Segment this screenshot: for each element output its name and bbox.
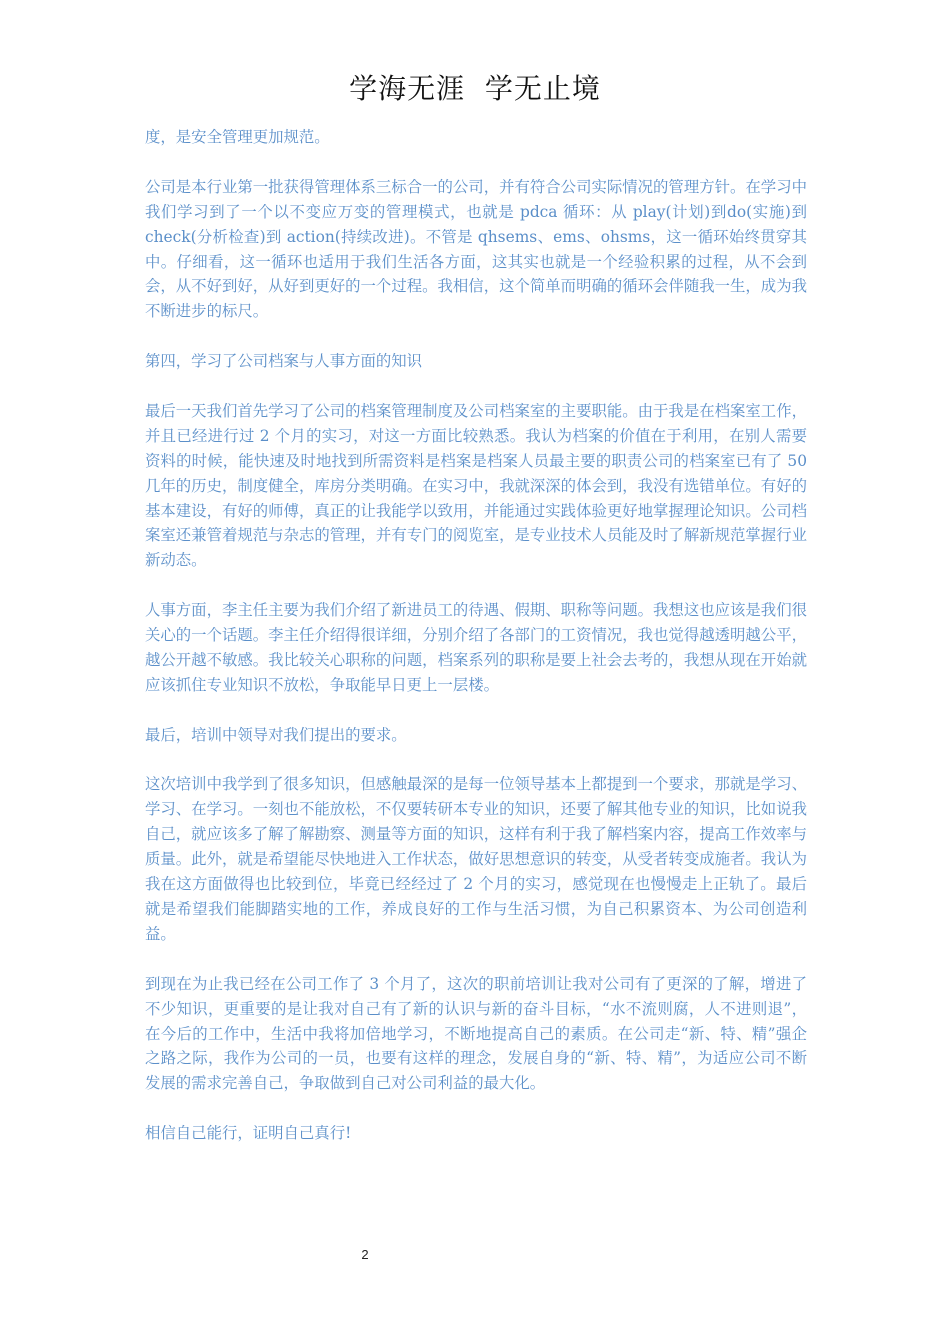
paragraph: 这次培训中我学到了很多知识，但感触最深的是每一位领导基本上都提到一个要求，那就是学习、学习、在学习。一刻也不能放松，不仅要转研本专业的知识，还要了解其他专业的知识，比如说我自己，就应该多了解了解勘察、测量等方面的知识，这样有利于我了解档案内容，提高工作效率与质量。此外，就是希望能尽快地进入工作状态，做好思想意识的转变，从受者转变成施者。我认为我在这方面做得也比较到位，毕竟已经经过了 2 个月的实习，感觉现在也慢慢走上正轨了。最后就是希望我们能脚踏实地的工作，养成良好的工作与生活习惯，为自己积累资本、为公司创造利益。 [145, 775, 807, 943]
paragraph: 公司是本行业第一批获得管理体系三标合一的公司，并有符合公司实际情况的管理方针。在学习中我们学习到了一个以不变应万变的管理模式，也就是 pdca 循环：从 play(计划)到do(实施)到 check(分析检查)到 action(持续改进)。不管是 qhsems、ems、ohsms，这一循环始终贯穿其中。仔细看，这一循环也适用于我们生活各方面，这其实也就是一个经验积累的过程，从不会到会，从不好到好，从好到更好的一个过程。我相信，这个简单而明确的循环会伴随我一生，成为我不断进步的标尺。 [145, 177, 807, 321]
page-header-title: 学海无涯 学无止境 [349, 72, 601, 105]
paragraph: 最后一天我们首先学习了公司的档案管理制度及公司档案室的主要职能。由于我是在档案室工作，并且已经进行过 2 个月的实习，对这一方面比较熟悉。我认为档案的价值在于利用，在别人需要资料的时候，能快速及时地找到所需资料是档案是档案人员最主要的职责公司的档案室已有了 50 几年的历史，制度健全，库房分类明确。在实习中，我就深深的体会到，我没有选错单位。有好的基本建设，有好的师傅，真正的让我能学以致用，并能通过实践体验更好地掌握理论知识。公司档案室还兼管着规范与杂志的管理，并有专门的阅览室，是专业技术人员能及时了解新规范掌握行业新动态。 [145, 401, 807, 570]
paragraph: 到现在为止我已经在公司工作了 3 个月了，这次的职前培训让我对公司有了更深的了解，增进了不少知识，更重要的是让我对自己有了新的认识与新的奋斗目标，“水不流则腐，人不进则退”，在今后的工作中，生活中我将加倍地学习，不断地提高自己的素质。在公司走“新、特、精”强企之路之际，我作为公司的一员，也要有这样的理念，发展自身的“新、特、精”，为适应公司不断发展的需求完善自己，争取做到自己对公司利益的最大化。 [145, 974, 807, 1093]
paragraph: 度，是安全管理更加规范。 [145, 128, 330, 146]
page-number: 2 [361, 1247, 369, 1262]
closing-line: 相信自己能行，证明自己真行! [145, 1124, 352, 1143]
section-heading: 最后，培训中领导对我们提出的要求。 [145, 725, 407, 744]
section-heading: 第四，学习了公司档案与人事方面的知识 [145, 352, 423, 371]
paragraph: 人事方面，李主任主要为我们介绍了新进员工的待遇、假期、职称等问题。我想这也应该是我们很关心的一个话题。李主任介绍得很详细，分别介绍了各部门的工资情况，我也觉得越透明越公平，越公开越不敏感。我比较关心职称的问题，档案系列的职称是要上社会去考的，我想从现在开始就应该抓住专业知识不放松，争取能早日更上一层楼。 [145, 601, 807, 694]
document-body [145, 125, 807, 1146]
